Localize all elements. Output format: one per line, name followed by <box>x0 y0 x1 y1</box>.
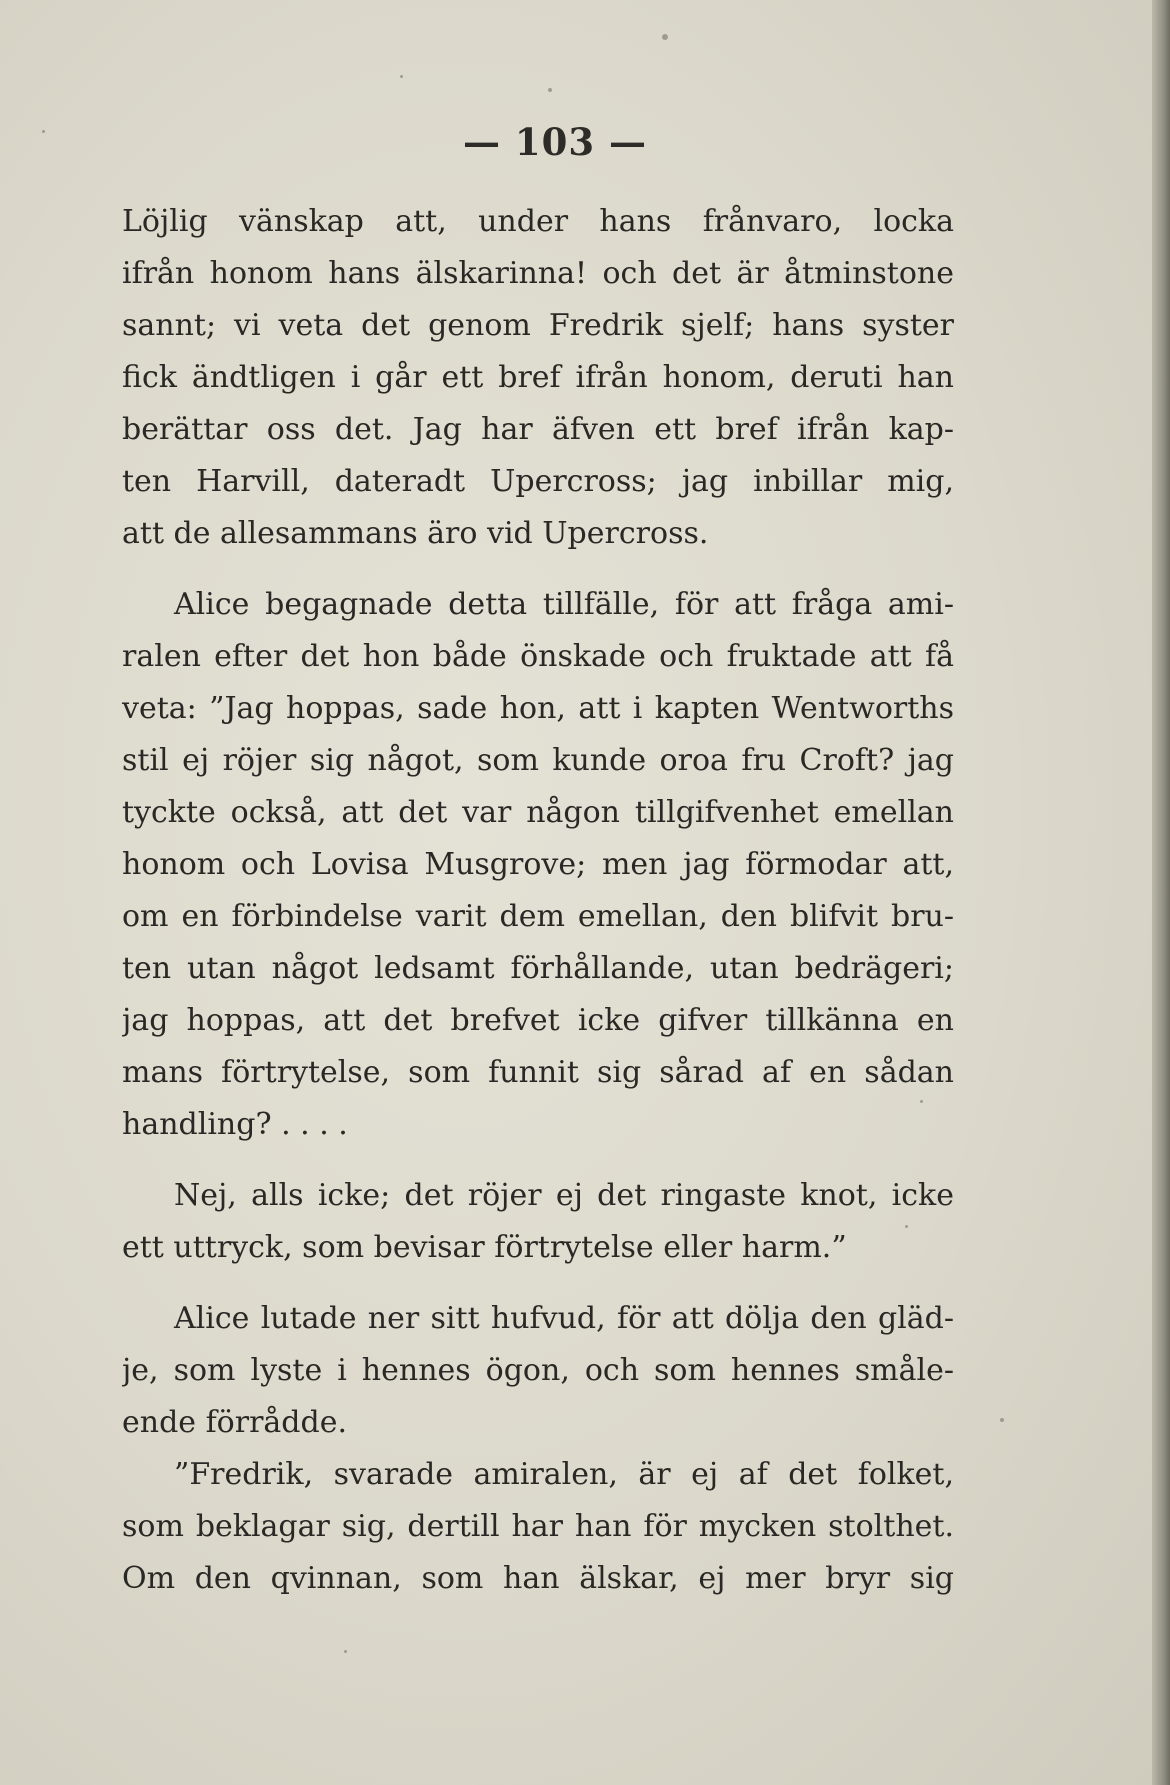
text-line: ten utan något ledsamt förhållande, utan bedrägeri; <box>122 951 954 986</box>
text-line: om en förbindelse varit dem emellan, den blifvit bru- <box>122 899 954 934</box>
paragraph <box>122 1170 954 1274</box>
text-line: ten Harvill, dateradt Upercross; jag inbillar mig, <box>122 464 954 499</box>
text-line: Nej, alls icke; det röjer ej det ringaste knot, icke <box>174 1178 954 1213</box>
text-line: ralen efter det hon både önskade och fruktade att få <box>122 639 954 674</box>
text-line: veta: ”Jag hoppas, sade hon, att i kapten Wentworths <box>122 691 954 726</box>
paper-speck <box>400 75 403 78</box>
page-edge <box>1152 0 1170 1785</box>
text-line: sannt; vi veta det genom Fredrik sjelf; hans syster <box>122 308 954 343</box>
paragraph <box>122 1293 954 1449</box>
paragraph <box>122 196 954 560</box>
text-line: handling? . . . . <box>122 1107 348 1142</box>
text-line: Löjlig vänskap att, under hans frånvaro, locka <box>122 204 954 239</box>
text-line: Alice lutade ner sitt hufvud, för att dölja den gläd- <box>174 1301 954 1336</box>
text-line: ifrån honom hans älskarinna! och det är åtminstone <box>122 256 954 291</box>
text-line: mans förtrytelse, som funnit sig sårad af en sådan <box>122 1055 954 1090</box>
text-line: stil ej röjer sig något, som kunde oroa fru Croft? jag <box>122 743 954 778</box>
text-line: jag hoppas, att det brefvet icke gifver tillkänna en <box>122 1003 954 1038</box>
text-line: honom och Lovisa Musgrove; men jag förmodar att, <box>122 847 954 882</box>
paper-speck <box>344 1650 347 1653</box>
text-line: ett uttryck, som bevisar förtrytelse eller harm.” <box>122 1230 847 1265</box>
text-line: je, som lyste i hennes ögon, och som hennes småle- <box>122 1353 954 1388</box>
text-line: att de allesammans äro vid Upercross. <box>122 516 709 551</box>
paper-speck <box>662 34 668 40</box>
text-line: Om den qvinnan, som han älskar, ej mer bryr sig <box>122 1561 954 1596</box>
paragraph <box>122 1449 954 1605</box>
body-text <box>122 196 954 1605</box>
text-line: tyckte också, att det var någon tillgifvenhet emellan <box>122 795 954 830</box>
paragraph <box>122 579 954 1151</box>
paper-speck <box>1000 1418 1004 1422</box>
page-number: — 103 — <box>463 120 647 164</box>
paper-speck <box>548 88 552 92</box>
text-line: Alice begagnade detta tillfälle, för att fråga ami- <box>174 587 954 622</box>
text-line: ”Fredrik, svarade amiralen, är ej af det folket, <box>174 1457 954 1492</box>
text-line: som beklagar sig, dertill har han för mycken stolthet. <box>122 1509 954 1544</box>
text-line: ende förrådde. <box>122 1405 347 1440</box>
text-line: berättar oss det. Jag har äfven ett bref ifrån kap- <box>122 412 954 447</box>
text-line: fick ändtligen i går ett bref ifrån honom, deruti han <box>122 360 954 395</box>
